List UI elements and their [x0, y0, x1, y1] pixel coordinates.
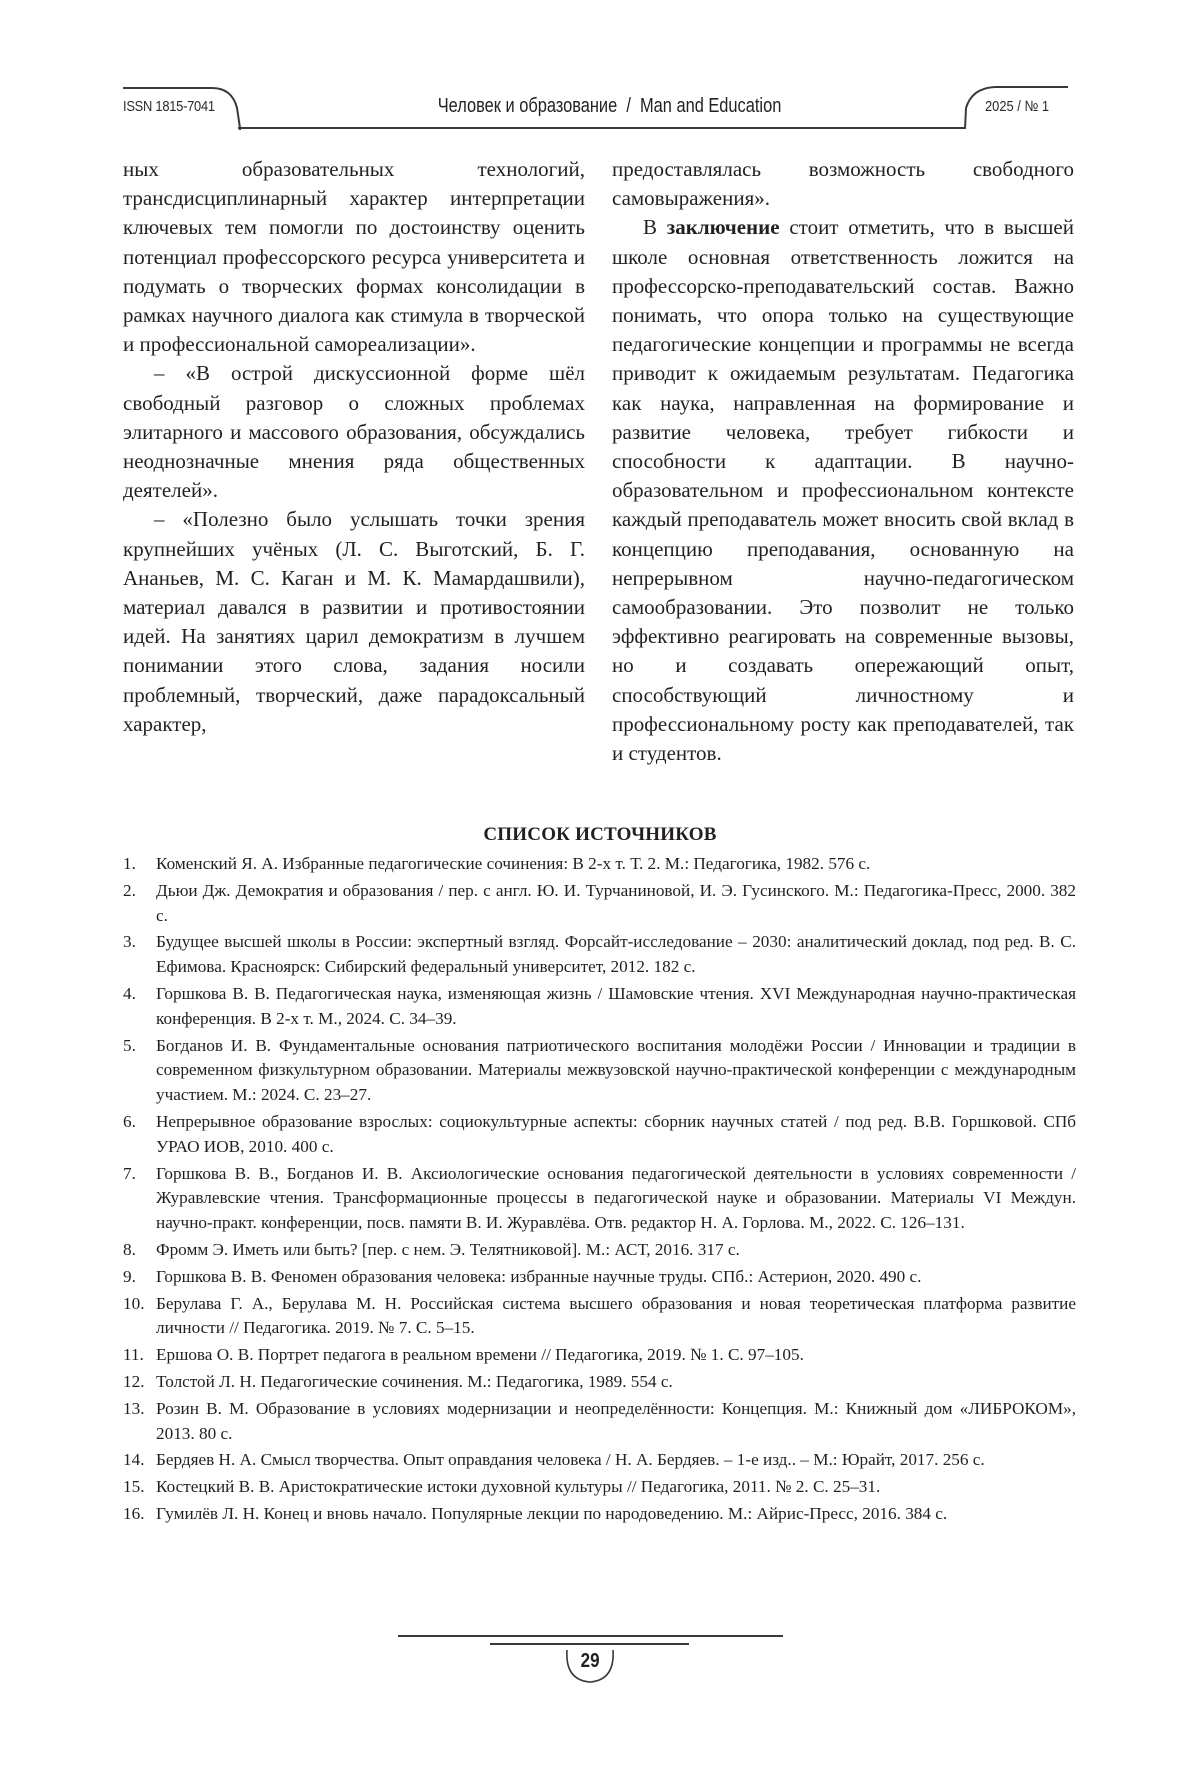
page-number — [560, 1650, 620, 1673]
paragraph: ных образовательных технологий, трансдисциплинарный характер интерпретации ключевых тем помогли по достоинству оценить потенциал профессорского ресурса университета и подумать о творческих формах консолидации в рамках научного диалога как стимула в творческой и профессиональной самореализации». — [123, 157, 585, 357]
paragraph: предоставлялась возможность свободного самовыражения». — [612, 157, 1074, 211]
reference-text: Гумилёв Л. Н. Конец и вновь начало. Популярные лекции по народоведению. М.: Айрис-Пресс, 2016. 384 с. — [156, 1503, 948, 1523]
reference-number: 15. — [123, 1477, 145, 1497]
reference-number: 9. — [123, 1266, 136, 1286]
right-column — [612, 155, 1074, 768]
footer-rule-bottom — [490, 1643, 689, 1645]
reference-item — [123, 1162, 1076, 1236]
reference-text: Толстой Л. Н. Педагогические сочинения. М.: Педагогика, 1989. 554 с. — [156, 1371, 673, 1391]
journal-title — [400, 95, 800, 118]
reference-text: Фромм Э. Иметь или быть? [пер. с нем. Э. Телятниковой]. М.: АСТ, 2016. 317 с. — [156, 1239, 740, 1259]
conclusion-keyword: заключение — [666, 215, 780, 240]
references-list — [123, 852, 1076, 1529]
reference-item — [123, 930, 1076, 980]
reference-number: 12. — [123, 1371, 145, 1391]
issn: ISSN 1815-7041 — [123, 98, 215, 115]
reference-text: Бердяев Н. А. Смысл творчества. Опыт оправдания человека / Н. А. Бердяев. – 1-е изд.. – М.: Юрайт, 2017. 256 с. — [156, 1450, 985, 1470]
reference-text: Горшкова В. В. Феномен образования человека: избранные научные труды. СПб.: Астерион, 2020. 490 с. — [156, 1266, 922, 1286]
reference-text: Богданов И. В. Фундаментальные основания патриотического воспитания молодёжи России / Инновации и традиции в современном физкультурном образовании. Материалы межвузовской научно-практической конференции с международным участием. М.: 2024. С. 23–27. — [156, 1035, 1076, 1105]
conclusion-prefix: В — [643, 215, 667, 240]
reference-item — [123, 1448, 1076, 1473]
reference-item — [123, 1343, 1076, 1368]
reference-item — [123, 1265, 1076, 1290]
issue-number: 2025 / № 1 — [985, 98, 1050, 115]
running-header — [0, 0, 1200, 140]
reference-text: Розин В. М. Образование в условиях модернизации и неопределённости: Концепция. М.: Книжный дом «ЛИБРОКОМ», 2013. 80 с. — [156, 1398, 1076, 1443]
reference-number: 1. — [123, 854, 136, 873]
conclusion-text: стоит отметить, что в высшей школе основная ответственность ложится на профессорско-преподавательский состав. Важно понимать, что опора только на существующие педагогические концепции и программы не всегда приводит к ожидаемым результатам. Педагогика как наука, направленная на формирование и развитие человека, требует гибкости и способности к адаптации. В научно-образовательном и профессиональном контексте каждый преподаватель может вносить свой вклад в концепцию преподавания, основанную на непрерывном научно-педагогическом самообразовании. Это позволит не только эффективно реагировать на современные вызовы, но и создавать опережающий опыт, способствующий личностному и профессиональному росту как преподавателей, так и студентов. — [612, 215, 1074, 766]
reference-number: 7. — [123, 1163, 136, 1183]
page-number-text: 29 — [580, 1650, 600, 1672]
reference-item — [123, 879, 1076, 929]
paragraph: – «Полезно было услышать точки зрения крупнейших учёных (Л. С. Выготский, Б. Г. Ананьев, М. С. Каган и М. К. Мамардашвили), материал давался в развитии и противостоянии идей. На занятиях царил демократизм в лучшем понимании этого слова, задания носили проблемный, творческий, даже парадоксальный характер, — [123, 507, 585, 736]
reference-number: 10. — [123, 1293, 145, 1313]
references-heading: СПИСОК ИСТОЧНИКОВ — [483, 824, 717, 845]
reference-number: 6. — [123, 1111, 136, 1131]
reference-item — [123, 1292, 1076, 1342]
reference-text: Горшкова В. В. Педагогическая наука, изменяющая жизнь / Шамовские чтения. XVI Международная научно-практическая конференция. В 2-х т. М., 2024. С. 34–39. — [156, 983, 1076, 1028]
reference-number: 2. — [123, 880, 136, 900]
reference-text: Будущее высшей школы в России: экспертный взгляд. Форсайт-исследование – 2030: аналитический доклад, под ред. В. С. Ефимова. Красноярск: Сибирский федеральный университет, 2012. 182 с. — [156, 932, 1076, 977]
left-column — [123, 155, 585, 739]
reference-number: 11. — [123, 1345, 144, 1365]
reference-number: 5. — [123, 1035, 136, 1055]
reference-item — [123, 982, 1076, 1032]
reference-text: Костецкий В. В. Аристократические истоки духовной культуры // Педагогика, 2011. № 2. С. 25–31. — [156, 1477, 881, 1497]
reference-item — [123, 1502, 1076, 1527]
reference-text: Коменский Я. А. Избранные педагогические сочинения: В 2-х т. Т. 2. М.: Педагогика, 1982. 576 с. — [156, 854, 871, 873]
reference-item — [123, 1475, 1076, 1500]
journal-title-text: Человек и образование / Man and Education — [437, 95, 782, 117]
reference-number: 14. — [123, 1450, 145, 1470]
reference-item — [123, 1110, 1076, 1160]
header-frame-lines — [0, 0, 1200, 140]
reference-number: 8. — [123, 1239, 136, 1259]
reference-number: 3. — [123, 932, 136, 952]
reference-item — [123, 852, 1076, 877]
reference-text: Дьюи Дж. Демократия и образования / пер. с англ. Ю. И. Турчаниновой, И. Э. Гусинского. М.: Педагогика-Пресс, 2000. 382 с. — [156, 880, 1076, 925]
paragraph: – «В острой дискуссионной форме шёл свободный разговор о сложных проблемах элитарного и массового образования, обсуждались неоднозначные мнения ряда общественных деятелей». — [123, 361, 585, 503]
reference-item — [123, 1397, 1076, 1447]
reference-text: Ершова О. В. Портрет педагога в реальном времени // Педагогика, 2019. № 1. С. 97–105. — [156, 1345, 804, 1365]
reference-item — [123, 1370, 1076, 1395]
reference-number: 13. — [123, 1398, 145, 1418]
reference-text: Непрерывное образование взрослых: социокультурные аспекты: сборник научных статей / под ред. В.В. Горшковой. СПб УРАО ИОВ, 2010. 400 с. — [156, 1111, 1076, 1156]
reference-item — [123, 1238, 1076, 1263]
reference-number: 16. — [123, 1503, 145, 1523]
reference-item — [123, 1034, 1076, 1108]
footer-rule-top — [398, 1635, 783, 1637]
conclusion-paragraph — [612, 213, 1074, 768]
reference-text: Берулава Г. А., Берулава М. Н. Российская система высшего образования и новая теоретическая платформа развитие личности // Педагогика. 2019. № 7. С. 5–15. — [156, 1293, 1076, 1338]
reference-text: Горшкова В. В., Богданов И. В. Аксиологические основания педагогической деятельности в условиях современности / Журавлевские чтения. Трансформационные процессы в педагогической науке и образовании. Материалы VI Междун. научно-практ. конференции, посв. памяти В. И. Журавлёва. Отв. редактор Н. А. Горлова. М., 2022. С. 126–131. — [156, 1163, 1076, 1233]
reference-number: 4. — [123, 983, 136, 1003]
